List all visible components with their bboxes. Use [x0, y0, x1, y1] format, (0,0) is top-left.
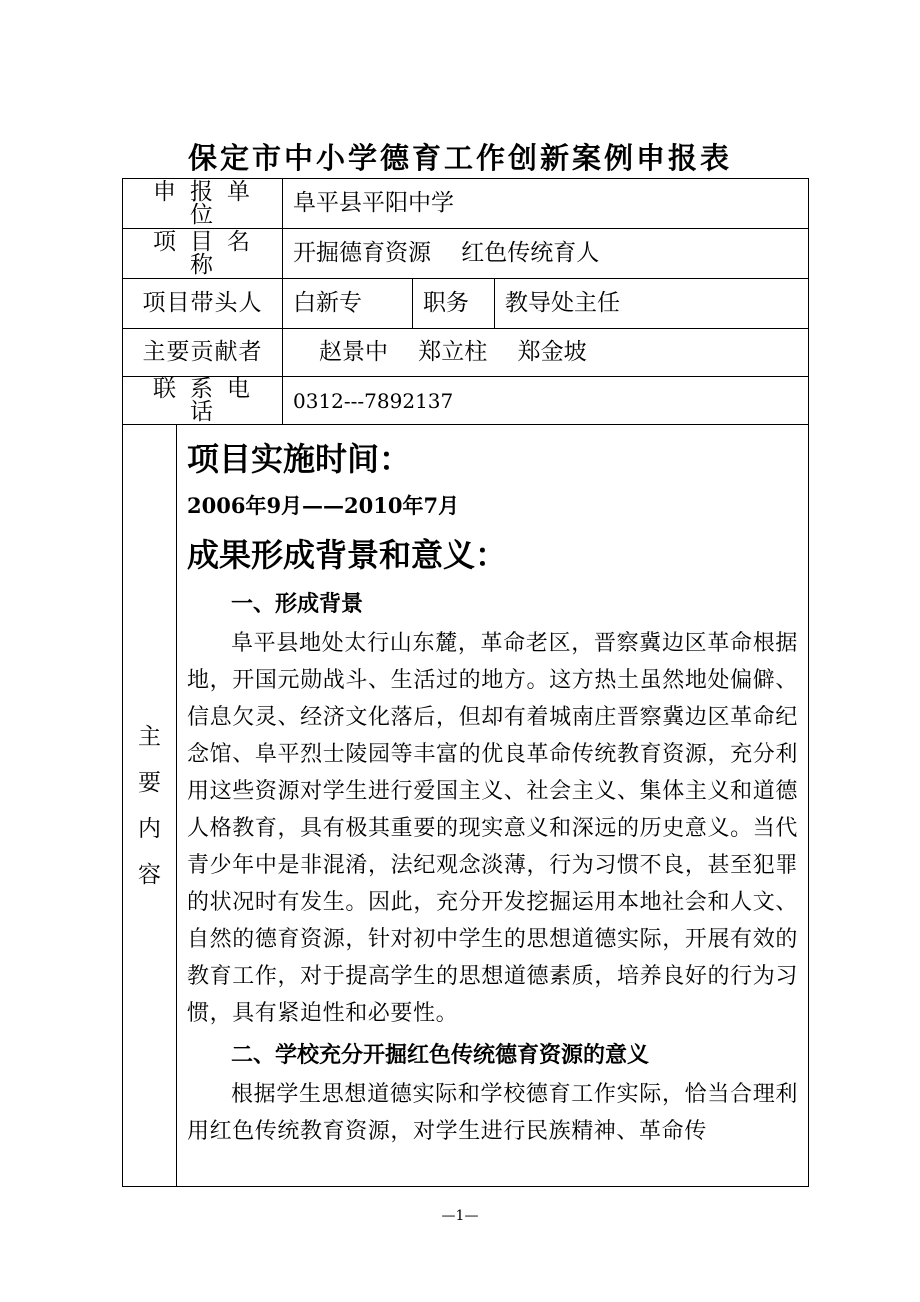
side-char-3: 内 — [138, 815, 161, 842]
unit-row — [123, 179, 809, 229]
content-row — [123, 425, 809, 1187]
time-value: 2006年9月——2010年7月 — [187, 493, 460, 518]
contributors-label: 主要贡献者 — [123, 329, 283, 377]
time-heading: 项目实施时间： — [187, 440, 412, 478]
main-content-label — [123, 425, 177, 1187]
phone-value: 0312---7892137 — [283, 377, 809, 425]
side-char-1: 主 — [138, 723, 161, 750]
contributors-value: 赵景中 郑立柱 郑金坡 — [283, 329, 809, 377]
contributors-row — [123, 329, 809, 377]
unit-value: 阜平县平阳中学 — [283, 179, 809, 229]
application-form — [122, 178, 809, 1187]
phone-row — [123, 377, 809, 425]
page-title: 保定市中小学德育工作创新案例申报表 — [187, 141, 732, 175]
unit-label: 申报单位 — [123, 179, 283, 229]
project-label: 项目名称 — [123, 229, 283, 279]
page-number: —1— — [441, 1208, 479, 1224]
side-char-4: 容 — [138, 861, 161, 888]
project-value: 开掘德育资源 红色传统育人 — [283, 229, 809, 279]
side-char-2: 要 — [138, 769, 161, 796]
position-label: 职务 — [413, 279, 495, 329]
main-content — [177, 425, 809, 1187]
section1-text: 阜平县地处太行山东麓，革命老区，晋察冀边区革命根据地，开国元勋战斗、生活过的地方。这方热土虽然地处偏僻、信息欠灵、经济文化落后，但却有着城南庄晋察冀边区革命纪念馆、阜平烈士陵园等丰富的优良革命传统教育资源，充分利用这些资源对学生进行爱国主义、社会主义、集体主义和道德人格教育，具有极其重要的现实意义和深远的历史意义。当代青少年中是非混淆，法纪观念淡薄，行为习惯不良，甚至犯罪的状况时有发生。因此，充分开发挖掘运用本地社会和人文、自然的德育资源，针对初中学生的思想道德实际，开展有效的教育工作，对于提高学生的思想道德素质，培养良好的行为习惯，具有紧迫性和必要性。 — [187, 631, 799, 1026]
section2-text: 根据学生思想道德实际和学校德育工作实际，恰当合理利用红色传统教育资源，对学生进行民族精神、革命传 — [187, 1082, 799, 1144]
section1-heading: 一、形成背景 — [231, 592, 364, 617]
section2-heading: 二、学校充分开掘红色传统德育资源的意义 — [231, 1043, 650, 1068]
background-heading: 成果形成背景和意义： — [187, 536, 508, 574]
position-value: 教导处主任 — [495, 279, 809, 329]
project-row — [123, 229, 809, 279]
leader-value: 白新专 — [283, 279, 413, 329]
phone-label: 联系电话 — [123, 377, 283, 425]
leader-row — [123, 279, 809, 329]
leader-label: 项目带头人 — [123, 279, 283, 329]
